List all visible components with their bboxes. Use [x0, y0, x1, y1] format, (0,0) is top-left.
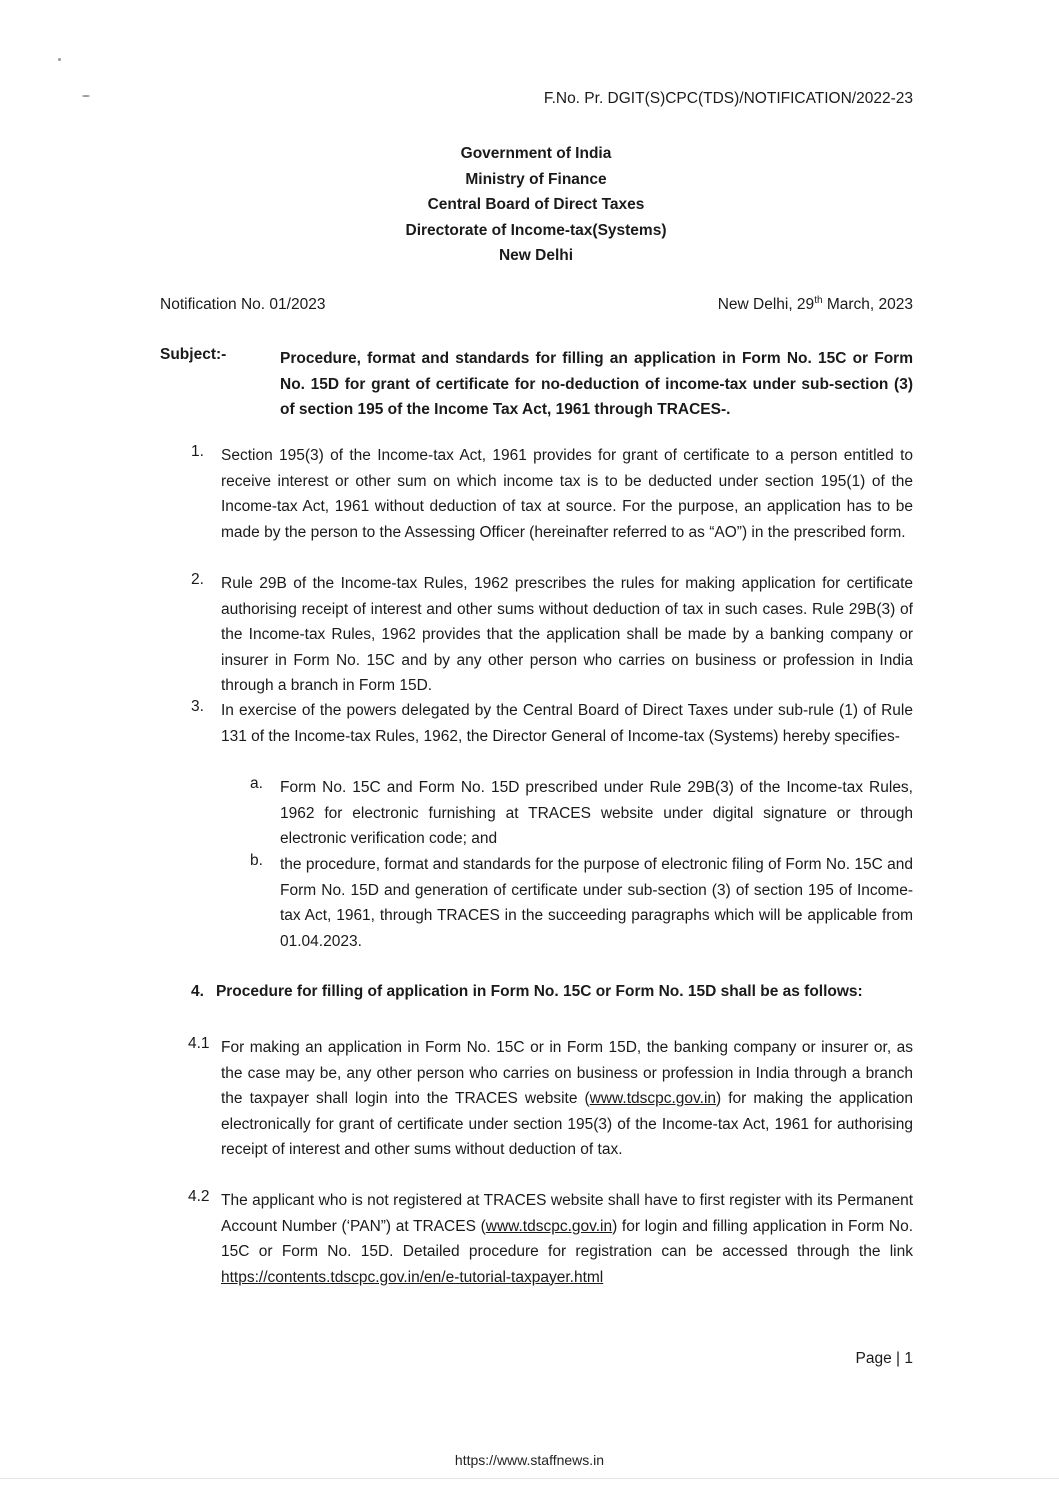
- traces-website-link[interactable]: www.tdscpc.gov.in: [485, 1217, 613, 1235]
- paragraph-2: Rule 29B of the Income-tax Rules, 1962 prescribes the rules for making application for certificate authorising receipt of interest and other sums without deduction of tax in such cases. Rule 29B(3) of the Income-tax Rules, 1962 provides that the application shall be made by a banking company or insurer in Form No. 15C and by any other person who carries on business or profession in India through a branch in Form 15D.: [221, 575, 913, 694]
- scan-speck: [58, 58, 61, 61]
- paragraph-number: 3.: [191, 698, 204, 715]
- paragraph-1: Section 195(3) of the Income-tax Act, 1961 provides for grant of certificate to a person entitled to receive interest or other sum on which income tax is to be deducted under section 195(1) of the Income-tax Act, 1961 without deduction of tax at source. For the purpose, an application has to be made by the person to the Assessing Officer (hereinafter referred to as “AO”) in the prescribed form.: [221, 447, 913, 541]
- paragraph-number: 4.2: [188, 1188, 210, 1205]
- paragraph-3: In exercise of the powers delegated by the Central Board of Direct Taxes under sub-rule (1) of Rule 131 of the Income-tax Rules, 1962, the Director General of Income-tax (Systems) hereby specifies-: [221, 702, 913, 745]
- notification-number: Notification No. 01/2023: [160, 296, 326, 313]
- subject-label: Subject:-: [160, 346, 227, 363]
- header-line: New Delhi: [498, 247, 574, 264]
- subject-text: Procedure, format and standards for filling an application in Form No. 15C or Form No. 15D for grant of certificate for no-deduction of income-tax under sub-section (3) of section 195 of the Income Tax Act, 1961 through TRACES-.: [280, 350, 913, 418]
- paragraph-4-1: For making an application in Form No. 15C or in Form 15D, the banking company or insurer or, as the case may be, any other person who carries on business or profession in India through a branch the taxpayer shall login into the TRACES website (www.tdscpc.gov.in) for making the application electronically for grant of certificate under section 195(3) of the Income-tax Act, 1961 for authorising receipt of interest and other sums without deduction of tax.: [221, 1039, 913, 1158]
- header-line: Government of India: [460, 145, 612, 162]
- sub-item-letter: a.: [250, 775, 263, 792]
- header-line: Ministry of Finance: [465, 170, 607, 188]
- footer-url[interactable]: https://www.staffnews.in: [454, 1452, 605, 1468]
- paragraph-number: 1.: [191, 443, 204, 460]
- issuing-authority-header: [0, 141, 1059, 269]
- scan-speck: [82, 95, 90, 97]
- page-number: Page | 1: [855, 1350, 913, 1367]
- section-4-heading: 4. Procedure for filling of application in Form No. 15C or Form No. 15D shall be as follows:: [191, 983, 863, 1000]
- paragraph-4-2: The applicant who is not registered at TRACES website shall have to first register with its Permanent Account Number (‘PAN”) at TRACES (www.tdscpc.gov.in) for login and filling application in Form No. 15C or Form No. 15D. Detailed procedure for registration can be accessed through the link https://contents.tdscpc.gov.in/en/e-tutorial-taxpayer.html: [221, 1192, 913, 1286]
- sub-item-a: Form No. 15C and Form No. 15D prescribed under Rule 29B(3) of the Income-tax Rules, 1962 for electronic furnishing at TRACES website under digital signature or through electronic verification code; and: [280, 779, 913, 847]
- header-line: Directorate of Income-tax(Systems): [405, 221, 667, 239]
- header-line: Central Board of Direct Taxes: [427, 196, 645, 213]
- notification-date: New Delhi, 29th March, 2023: [717, 294, 913, 313]
- sub-item-letter: b.: [250, 852, 263, 869]
- sub-item-b: the procedure, format and standards for the purpose of electronic filing of Form No. 15C and Form No. 15D and generation of certificate under sub-section (3) of section 195 of Income-tax Act, 1961, through TRACES in the succeeding paragraphs which will be applicable from 01.04.2023.: [280, 856, 913, 950]
- traces-website-link[interactable]: www.tdscpc.gov.in: [589, 1090, 717, 1107]
- paragraph-number: 2.: [191, 571, 204, 588]
- footer-divider: [0, 1478, 1059, 1479]
- e-tutorial-link[interactable]: https://contents.tdscpc.gov.in/en/e-tutorial-taxpayer.html: [221, 1268, 604, 1286]
- file-number: F.No. Pr. DGIT(S)CPC(TDS)/NOTIFICATION/2022-23: [543, 90, 913, 107]
- paragraph-number: 4.1: [188, 1035, 210, 1052]
